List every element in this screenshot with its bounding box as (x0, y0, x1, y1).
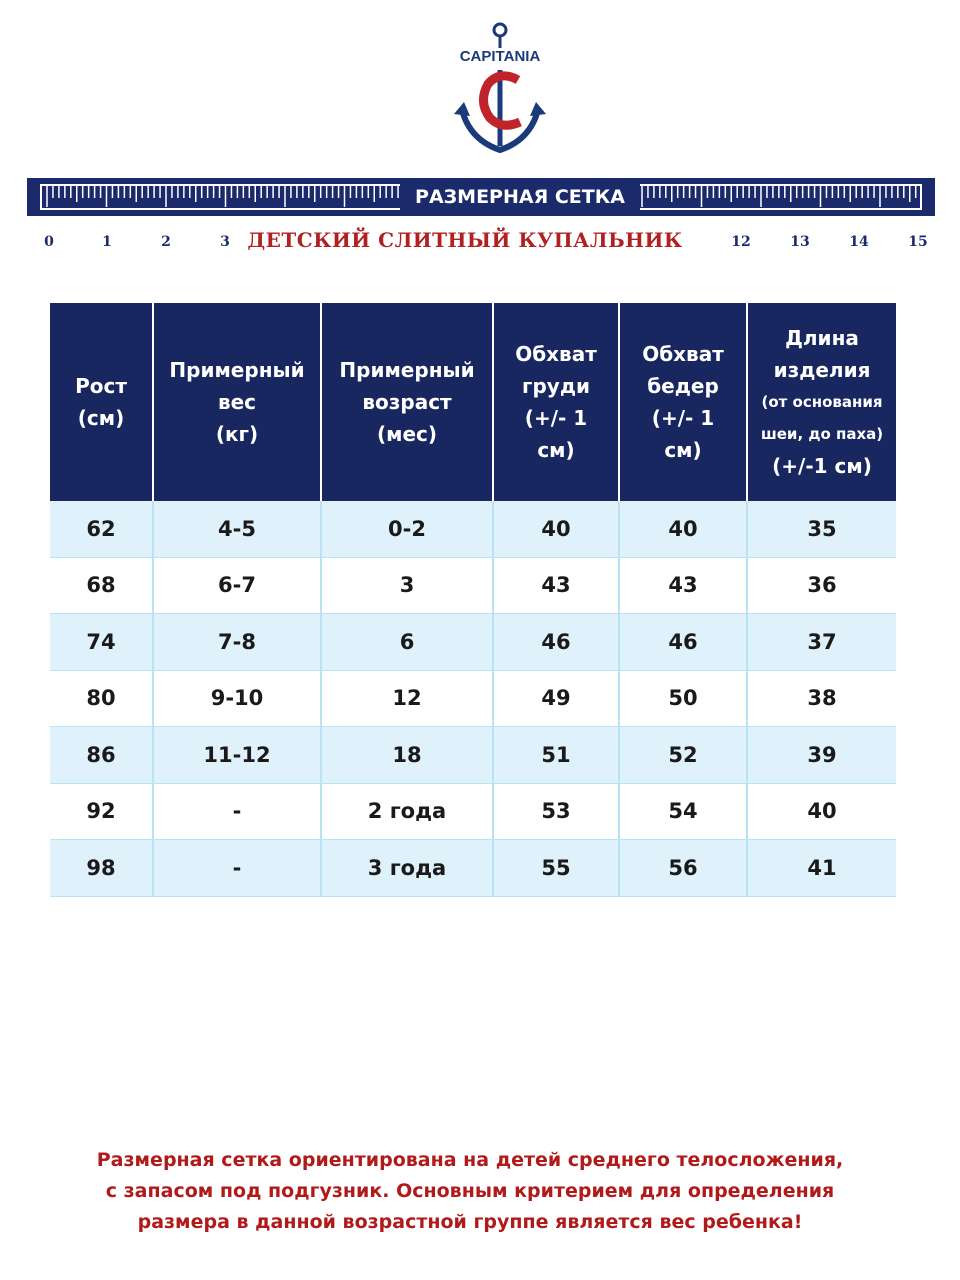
table-cell: 68 (50, 557, 153, 614)
header-height: Рост (см) (50, 303, 153, 501)
table-row (50, 670, 896, 727)
table-cell: 6-7 (153, 557, 321, 614)
table-cell: 98 (50, 840, 153, 897)
table-cell: 4-5 (153, 501, 321, 557)
table-row (50, 840, 896, 897)
ruler-number: 15 (908, 234, 928, 250)
table-cell: 9-10 (153, 670, 321, 727)
ruler-banner (27, 178, 935, 216)
brand-logo (440, 18, 560, 158)
table-cell: 40 (619, 501, 747, 557)
table-row (50, 727, 896, 784)
table-cell: 40 (493, 501, 619, 557)
size-chart-table (50, 303, 896, 897)
product-subtitle: ДЕТСКИЙ СЛИТНЫЙ КУПАЛЬНИК (247, 228, 683, 252)
table-row (50, 557, 896, 614)
table-header-row (50, 303, 896, 501)
table-cell: 50 (619, 670, 747, 727)
note-line: размера в данной возрастной группе является вес ребенка! (137, 1211, 803, 1233)
header-weight: Примерный вес (кг) (153, 303, 321, 501)
table-cell: 11-12 (153, 727, 321, 784)
table-cell: 74 (50, 614, 153, 671)
table-row (50, 783, 896, 840)
anchor-icon (440, 18, 560, 158)
ruler-number: 3 (220, 234, 230, 250)
table-cell: 43 (619, 557, 747, 614)
table-cell: 52 (619, 727, 747, 784)
table-cell: 2 года (321, 783, 493, 840)
table-cell: 43 (493, 557, 619, 614)
table-cell: 37 (747, 614, 896, 671)
header-length: Длина изделия (от основания шеи, до паха) (+/-1 см) (747, 303, 896, 501)
table-cell: 18 (321, 727, 493, 784)
header-age: Примерный возраст (мес) (321, 303, 493, 501)
table-row (50, 614, 896, 671)
table-cell: 55 (493, 840, 619, 897)
disclaimer-note (40, 1145, 900, 1238)
table-cell: 80 (50, 670, 153, 727)
table-cell: 3 (321, 557, 493, 614)
ruler-number: 0 (44, 234, 54, 250)
header-chest: Обхват груди (+/- 1 см) (493, 303, 619, 501)
table-cell: 35 (747, 501, 896, 557)
table-cell: 51 (493, 727, 619, 784)
table-cell: 0-2 (321, 501, 493, 557)
table-cell: 36 (747, 557, 896, 614)
ruler-title: РАЗМЕРНАЯ СЕТКА (400, 184, 640, 210)
table-cell: 92 (50, 783, 153, 840)
table-cell: 56 (619, 840, 747, 897)
ruler-number: 2 (161, 234, 171, 250)
note-line: с запасом под подгузник. Основным критерием для определения (105, 1180, 835, 1202)
brand-name: CAPITANIA (459, 48, 541, 65)
table-cell: 38 (747, 670, 896, 727)
table-cell: 6 (321, 614, 493, 671)
table-cell: 62 (50, 501, 153, 557)
table-row (50, 501, 896, 557)
header-hips: Обхват бедер (+/- 1 см) (619, 303, 747, 501)
table-cell: 39 (747, 727, 896, 784)
ruler-number: 1 (102, 234, 112, 250)
table-cell: 49 (493, 670, 619, 727)
table-cell: 53 (493, 783, 619, 840)
table-cell: 7-8 (153, 614, 321, 671)
ruler-number: 12 (731, 234, 751, 250)
table-cell: 54 (619, 783, 747, 840)
table-cell: 12 (321, 670, 493, 727)
table-cell: 3 года (321, 840, 493, 897)
ruler-number: 14 (849, 234, 869, 250)
table-cell: - (153, 840, 321, 897)
table-cell: 41 (747, 840, 896, 897)
table-cell: 46 (493, 614, 619, 671)
ruler-number: 13 (790, 234, 810, 250)
note-line: Размерная сетка ориентирована на детей среднего телосложения, (96, 1149, 844, 1171)
table-cell: 86 (50, 727, 153, 784)
table-cell: 46 (619, 614, 747, 671)
table-cell: - (153, 783, 321, 840)
table-cell: 40 (747, 783, 896, 840)
